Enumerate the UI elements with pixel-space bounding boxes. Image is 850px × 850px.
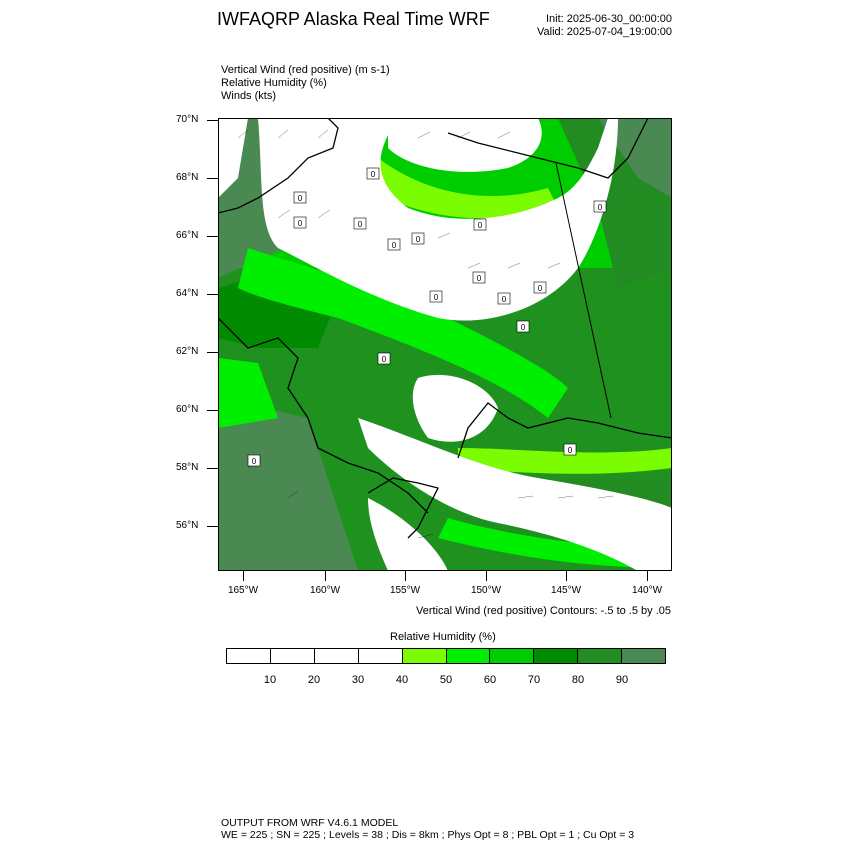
lat-label: 56°N [176, 520, 199, 531]
lon-label: 165°W [227, 585, 259, 596]
lat-label: 66°N [176, 230, 199, 241]
contour-label: 0 [597, 203, 603, 212]
lon-tick [647, 571, 648, 581]
contour-label: 0 [297, 194, 303, 203]
contour-label: 0 [415, 235, 421, 244]
contour-label: 0 [501, 295, 507, 304]
lon-label: 150°W [470, 585, 502, 596]
contour-label: 0 [251, 457, 257, 466]
contour-label: 0 [370, 170, 376, 179]
lon-tick [405, 571, 406, 581]
lon-tick [486, 571, 487, 581]
lat-tick [207, 526, 218, 527]
colorbar-title: Relative Humidity (%) [390, 631, 496, 643]
field-vertical-wind: Vertical Wind (red positive) (m s-1) [221, 64, 390, 76]
lon-label: 145°W [550, 585, 582, 596]
colorbar-label: 70 [527, 674, 541, 686]
contour-label: 0 [381, 355, 387, 364]
contour-label: 0 [391, 241, 397, 250]
colorbar-swatch [534, 649, 578, 663]
lat-label: 62°N [176, 346, 199, 357]
init-time: Init: 2025-06-30_00:00:00 [546, 13, 672, 25]
contour-label: 0 [567, 446, 573, 455]
contour-label: 0 [476, 274, 482, 283]
colorbar-label: 60 [483, 674, 497, 686]
lon-tick [243, 571, 244, 581]
contour-label: 0 [520, 323, 526, 332]
contours-note: Vertical Wind (red positive) Contours: -.5 to .5 by .05 [416, 605, 671, 617]
colorbar-swatch [403, 649, 447, 663]
colorbar-swatch [622, 649, 665, 663]
lon-label: 160°W [309, 585, 341, 596]
field-relative-humidity: Relative Humidity (%) [221, 77, 327, 89]
colorbar-label: 10 [263, 674, 277, 686]
footer-model: OUTPUT FROM WRF V4.6.1 MODEL [221, 817, 399, 829]
colorbar-swatch [490, 649, 534, 663]
lat-tick [207, 178, 218, 179]
lat-label: 70°N [176, 114, 199, 125]
footer-config: WE = 225 ; SN = 225 ; Levels = 38 ; Dis = 8km ; Phys Opt = 8 ; PBL Opt = 1 ; Cu Opt = 3 [221, 829, 635, 841]
colorbar-swatch [359, 649, 403, 663]
lon-label: 155°W [389, 585, 421, 596]
colorbar-label: 30 [351, 674, 365, 686]
contour-label: 0 [537, 284, 543, 293]
colorbar-label: 50 [439, 674, 453, 686]
contour-label: 0 [357, 220, 363, 229]
map-plot [218, 118, 672, 571]
contour-label: 0 [477, 221, 483, 230]
map-title: IWFAQRP Alaska Real Time WRF [217, 9, 490, 29]
colorbar-label: 40 [395, 674, 409, 686]
lat-tick [207, 468, 218, 469]
lon-tick [566, 571, 567, 581]
lat-tick [207, 120, 218, 121]
colorbar-label: 80 [571, 674, 585, 686]
colorbar-swatch [447, 649, 491, 663]
colorbar [226, 648, 666, 664]
colorbar-swatch [315, 649, 359, 663]
colorbar-swatch [227, 649, 271, 663]
colorbar-swatch [271, 649, 315, 663]
lat-tick [207, 294, 218, 295]
lon-tick [325, 571, 326, 581]
lat-label: 60°N [176, 404, 199, 415]
colorbar-label: 90 [615, 674, 629, 686]
lat-tick [207, 352, 218, 353]
valid-time: Valid: 2025-07-04_19:00:00 [537, 26, 672, 38]
lat-label: 68°N [176, 172, 199, 183]
lat-label: 58°N [176, 462, 199, 473]
contour-label: 0 [297, 219, 303, 228]
lat-label: 64°N [176, 288, 199, 299]
lat-tick [207, 236, 218, 237]
colorbar-swatch [578, 649, 622, 663]
contour-label: 0 [433, 293, 439, 302]
lat-tick [207, 410, 218, 411]
lon-label: 140°W [631, 585, 663, 596]
field-winds: Winds (kts) [221, 90, 276, 102]
colorbar-label: 20 [307, 674, 321, 686]
